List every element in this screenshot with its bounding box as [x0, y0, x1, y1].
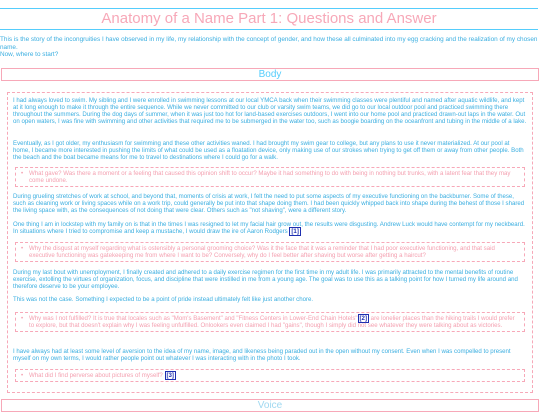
- question-text: What did I find perverse about pictures of myself?: [29, 372, 163, 379]
- bullet-dot-icon: •: [21, 170, 24, 177]
- section-heading-body: Body: [1, 68, 539, 81]
- body-paragraph: I have always had at least some level of aversion to the idea of my name, image, and likeness being paraded out in the open without my consent. Even when I was compelled to present myself on my own terms, I would rather people point out whatever I was interacting with in the photo I took.: [13, 348, 511, 363]
- intro-question: Now, where to start?: [0, 51, 59, 59]
- body-paragraph-text: One thing I am in lockstep with my family on is that in the times I was resigned to let my facial hair grow out, the results were disgusting. Andrew Luck would have contempt for my neckbeard. In situations where I tried to compromise and keep a mustache, I would draw the ire of Aaron Rodgers: [13, 221, 525, 236]
- intro-paragraph: This is the story of the incongruities I have observed in my life, my relationship with the concept of gender, and how these all culminated into my egg cracking and the realization of my chosen name.: [0, 36, 538, 51]
- question-callout: [15, 369, 525, 382]
- body-paragraph: Eventually, as I got older, my enthusiasm for swimming and these other activities waned. I had brought my swim gear to college, but any plans to use it never materialized. At our pool at home, I became more interested in pushing the limits of what could be used as a floatation device, only making use of our strokes when trying to get off them or away from other people. Both the beach and the boat became means for me to travel to destinations where I could go for a walk.: [13, 140, 524, 162]
- question-text: Why was I not fulfilled? It is true that locales such as "Mom's Basement" and "Fitness Centers in Lower-End Chain Hotels": [29, 315, 358, 322]
- question-text: What gave? Was there a moment or a feeling that caused this opinion shift to occur? Maybe it had something to do with being in nothing but trunks, with a latent fear that they may come undone.: [29, 170, 511, 185]
- bullet-dot-icon: •: [21, 245, 24, 252]
- question-callout: [15, 242, 525, 262]
- footnote-ref-1[interactable]: [1]: [291, 228, 299, 236]
- body-paragraph: [13, 221, 527, 235]
- page-title: Anatomy of a Name Part 1: Questions and Answer: [0, 8, 538, 30]
- bullet-dot-icon: •: [21, 372, 24, 379]
- bullet-dot-icon: •: [21, 315, 24, 322]
- question-callout: [15, 167, 525, 187]
- section-heading-voice: Voice: [1, 399, 539, 412]
- question-text-cont: are lonelier places than the hiking trails I would prefer to explore, but that doesn't explain why I was feeling unfulfilled. Onlookers even claimed I had "gains", though I simply did not see whatever they were talking about as victories.: [29, 315, 515, 330]
- body-paragraph: During grueling stretches of work at school, and beyond that, moments of crisis at work, I felt the need to put some aspects of my executive functioning on the backburner. Some of these, such as cleaning work or living spaces while on a work trip, could generally be put into that shape doing them. I had been quickly whipped back into shape during the behest of those I shared the living space with, as the consequences of not doing that were clear. Others such as "not shaving", were a different story.: [13, 193, 525, 215]
- footnote-ref-2[interactable]: [2]: [359, 315, 367, 322]
- body-paragraph: I had always loved to swim. My sibling and I were enrolled in swimming lessons at our local YMCA back when their swimming classes were plentiful and named after aquatic wildlife, and kept at it long enough to make it through the entire sequence. While we never committed to our club or varsity swim teams, we did go to our local outdoor pool and practiced swimming there throughout the summers. During the dog days of summer, when it was just too hot for land-based exercises outdoors, I went into our home pool and practiced drawn-out laps in the water. Out on open waters, I was fine with swimming and other activities that required me to be submerged in the water too, such as boogie boarding on the oceanfront and tubing in the middle of a lake.: [13, 97, 527, 126]
- body-paragraph: During my last bout with unemployment, I finally created and adhered to a daily exercise regimen for the first time in my adult life. I was primarily attracted to the mental benefits of routine exercise, extolling the virtues of organization, focus, and discipline that were instilled in me from a young age. The goal was to use this as a talking point for how I turned my life around and therefore deserve to be your employee.: [13, 269, 518, 291]
- intro-section: [0, 36, 538, 59]
- question-text: Why the disgust at myself regarding what is ostensibly a personal grooming choice? Was it the face that it was a reminder that I had poor executive functioning, and that said executive functioning was gatekeeping me from where I want to be? Conversely, why do I feel better after shaving but worse after getting a haircut?: [29, 245, 495, 260]
- footnote-ref-3[interactable]: [3]: [166, 372, 174, 379]
- body-paragraph: This was not the case. Something I expected to be a point of pride instead ultimately felt like just another chore.: [13, 296, 314, 303]
- body-section: [7, 92, 533, 393]
- question-callout: [15, 312, 525, 332]
